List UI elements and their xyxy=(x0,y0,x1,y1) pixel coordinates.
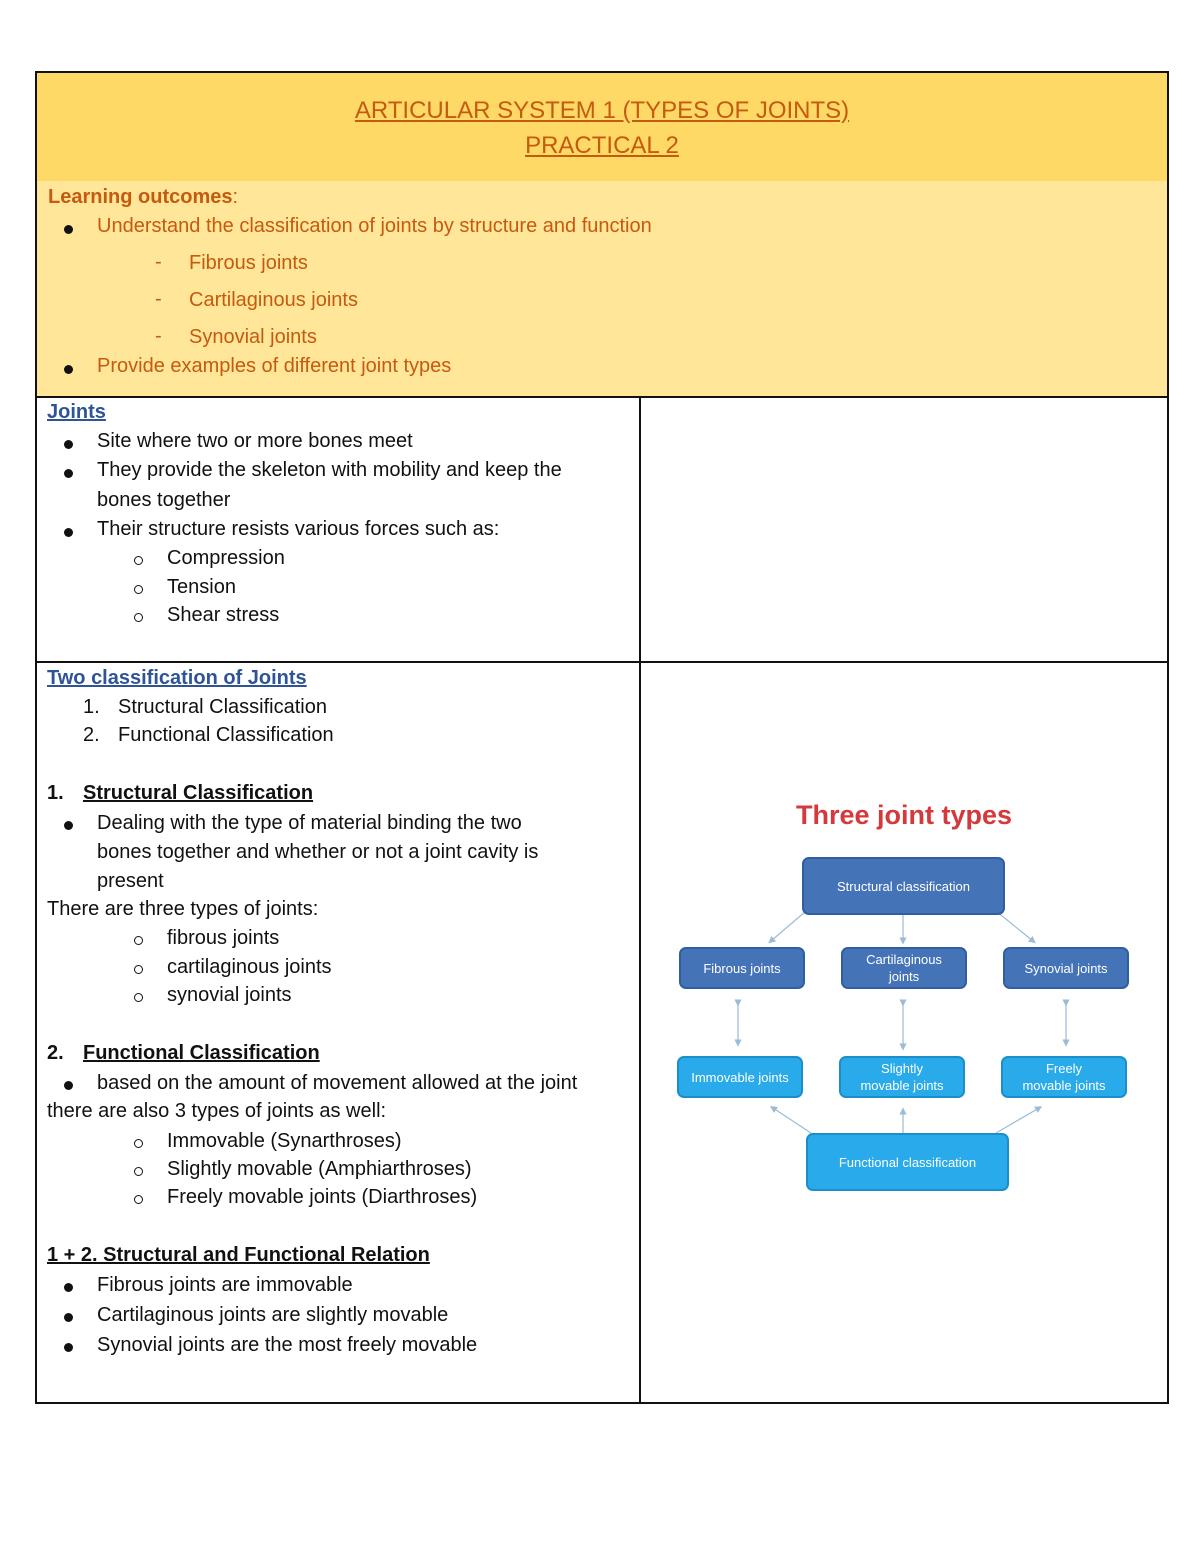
structural-classification-box: Structural classification xyxy=(802,857,1005,915)
structural-desc: Dealing with the type of material binding the two xyxy=(97,812,522,834)
section-number: 2. xyxy=(47,1042,64,1064)
joints-section xyxy=(35,396,641,663)
relation-item: Fibrous joints are immovable xyxy=(97,1274,353,1296)
force-item: Tension xyxy=(167,576,236,598)
joints-bullet: They provide the skeleton with mobility and keep the xyxy=(97,459,562,481)
fibrous-joints-box: Fibrous joints xyxy=(679,947,805,989)
functional-type: Slightly movable (Amphiarthroses) xyxy=(167,1158,472,1180)
cartilaginous-joints-box: Cartilaginous joints xyxy=(841,947,967,989)
arrow-line xyxy=(996,911,1033,941)
slightly-movable-joints-box: Slightly movable joints xyxy=(839,1056,965,1098)
circle-bullet-icon xyxy=(134,1167,143,1176)
section-number: 1. xyxy=(47,782,64,804)
structural-intro: There are three types of joints: xyxy=(47,898,319,920)
bullet-icon xyxy=(64,469,73,478)
circle-bullet-icon xyxy=(134,585,143,594)
structural-heading: Structural Classification xyxy=(83,782,314,804)
circle-bullet-icon xyxy=(134,993,143,1002)
relation-heading: 1 + 2. Structural and Functional Relation xyxy=(47,1244,430,1266)
structural-type: fibrous joints xyxy=(167,927,280,949)
arrow-line xyxy=(773,1108,811,1133)
circle-bullet-icon xyxy=(134,556,143,565)
bullet-icon xyxy=(64,1283,73,1292)
joints-title: Joints xyxy=(47,401,106,423)
bullet-icon xyxy=(64,821,73,830)
diagram-title: Three joint types xyxy=(796,800,1013,830)
joints-bullet: Their structure resists various forces such as: xyxy=(97,518,500,540)
joints-bullet: Site where two or more bones meet xyxy=(97,430,413,452)
freely-movable-joints-box: Freely movable joints xyxy=(1001,1056,1127,1098)
relation-item: Cartilaginous joints are slightly movable xyxy=(97,1304,449,1326)
synovial-joints-box: Synovial joints xyxy=(1003,947,1129,989)
learning-outcomes-section xyxy=(35,181,1169,398)
functional-type: Immovable (Synarthroses) xyxy=(167,1130,402,1152)
dash-icon: - xyxy=(155,251,162,273)
diagram-arrows xyxy=(641,663,1169,1404)
force-item: Shear stress xyxy=(167,604,280,626)
force-item: Compression xyxy=(167,547,285,569)
document-subtitle: PRACTICAL 2 xyxy=(525,132,679,159)
functional-desc: based on the amount of movement allowed at the joint xyxy=(97,1072,578,1094)
structural-desc: bones together and whether or not a joint cavity is xyxy=(97,841,539,863)
joints-bullet-continued: bones together xyxy=(97,489,231,511)
bullet-icon xyxy=(64,1081,73,1090)
learning-outcomes-label: Learning outcomes: xyxy=(48,186,239,208)
bullet-icon xyxy=(64,1313,73,1322)
outcome-subitem: Fibrous joints xyxy=(189,252,308,274)
structural-desc: present xyxy=(97,870,164,892)
functional-heading: Functional Classification xyxy=(83,1042,320,1064)
classification-section xyxy=(35,661,641,1404)
circle-bullet-icon xyxy=(134,613,143,622)
outcome-item: Provide examples of different joint types xyxy=(97,355,452,377)
document-title: ARTICULAR SYSTEM 1 (TYPES OF JOINTS) xyxy=(354,97,850,124)
functional-intro: there are also 3 types of joints as well: xyxy=(47,1100,387,1122)
structural-type: cartilaginous joints xyxy=(167,956,332,978)
circle-bullet-icon xyxy=(134,936,143,945)
list-number: 1. xyxy=(83,696,100,718)
dash-icon: - xyxy=(155,325,162,347)
document-header xyxy=(35,71,1169,183)
functional-classification-box: Functional classification xyxy=(806,1133,1009,1191)
circle-bullet-icon xyxy=(134,1139,143,1148)
classification-title: Two classification of Joints xyxy=(47,667,307,689)
structural-type: synovial joints xyxy=(167,984,292,1006)
arrow-line xyxy=(996,1108,1039,1133)
joints-empty-cell xyxy=(639,396,1169,663)
bullet-icon xyxy=(64,225,73,234)
outcome-subitem: Synovial joints xyxy=(189,326,317,348)
bullet-icon xyxy=(64,365,73,374)
classification-list-item: Structural Classification xyxy=(118,696,327,718)
immovable-joints-box: Immovable joints xyxy=(677,1056,803,1098)
bullet-icon xyxy=(64,528,73,537)
functional-type: Freely movable joints (Diarthroses) xyxy=(167,1186,478,1208)
arrow-line xyxy=(771,911,806,941)
circle-bullet-icon xyxy=(134,965,143,974)
bullet-icon xyxy=(64,1343,73,1352)
dash-icon: - xyxy=(155,288,162,310)
bullet-icon xyxy=(64,440,73,449)
circle-bullet-icon xyxy=(134,1195,143,1204)
relation-item: Synovial joints are the most freely movable xyxy=(97,1334,478,1356)
classification-list-item: Functional Classification xyxy=(118,724,334,746)
outcome-subitem: Cartilaginous joints xyxy=(189,289,358,311)
outcome-item: Understand the classification of joints by structure and function xyxy=(97,215,652,237)
diagram-cell xyxy=(639,661,1169,1404)
list-number: 2. xyxy=(83,724,100,746)
